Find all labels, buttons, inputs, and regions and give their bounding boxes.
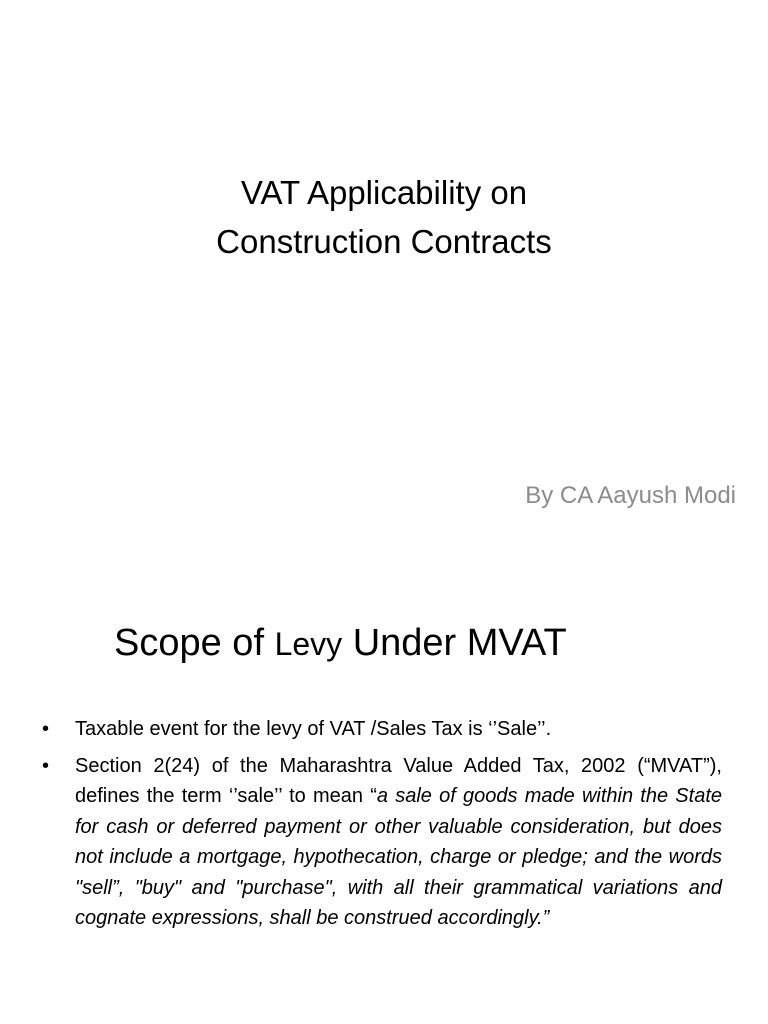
bullet-text-taxable-event: Taxable event for the levy of VAT /Sales Tax is ‘’Sale’’. [75, 718, 552, 740]
bullet-text-sale-definition: a sale of goods made within the State for cash or deferred payment or other valuable consideration, but does not include a mortgage, hypothecation, charge or pledge; and the words "sell”, "buy" and "purchase", with all their grammatical variations and cognate expressions, shall be construed accordingly.” [75, 785, 722, 929]
presentation-title [0, 168, 768, 266]
title-line-2: Construction Contracts [216, 223, 552, 260]
heading-part-2: Levy [274, 626, 343, 662]
bullet-icon: • [42, 754, 50, 777]
heading-part-3: Under MVAT [342, 622, 567, 664]
bullet-list [40, 714, 722, 940]
title-line-1: VAT Applicability on [240, 174, 528, 211]
slide-heading [114, 622, 567, 665]
bullet-item [40, 714, 722, 745]
bullet-text-section-intro: Section 2(24) of the Maharashtra Value Added Tax, 2002 (“MVAT”), defines the term ‘’sale’’ to mean “ [75, 754, 722, 807]
slide-scope-of-levy [0, 576, 768, 1024]
heading-part-1: Scope of [114, 622, 275, 664]
bullet-item [40, 751, 722, 934]
author-subtitle: By CA Aayush Modi [525, 482, 736, 509]
bullet-icon: • [42, 718, 50, 740]
